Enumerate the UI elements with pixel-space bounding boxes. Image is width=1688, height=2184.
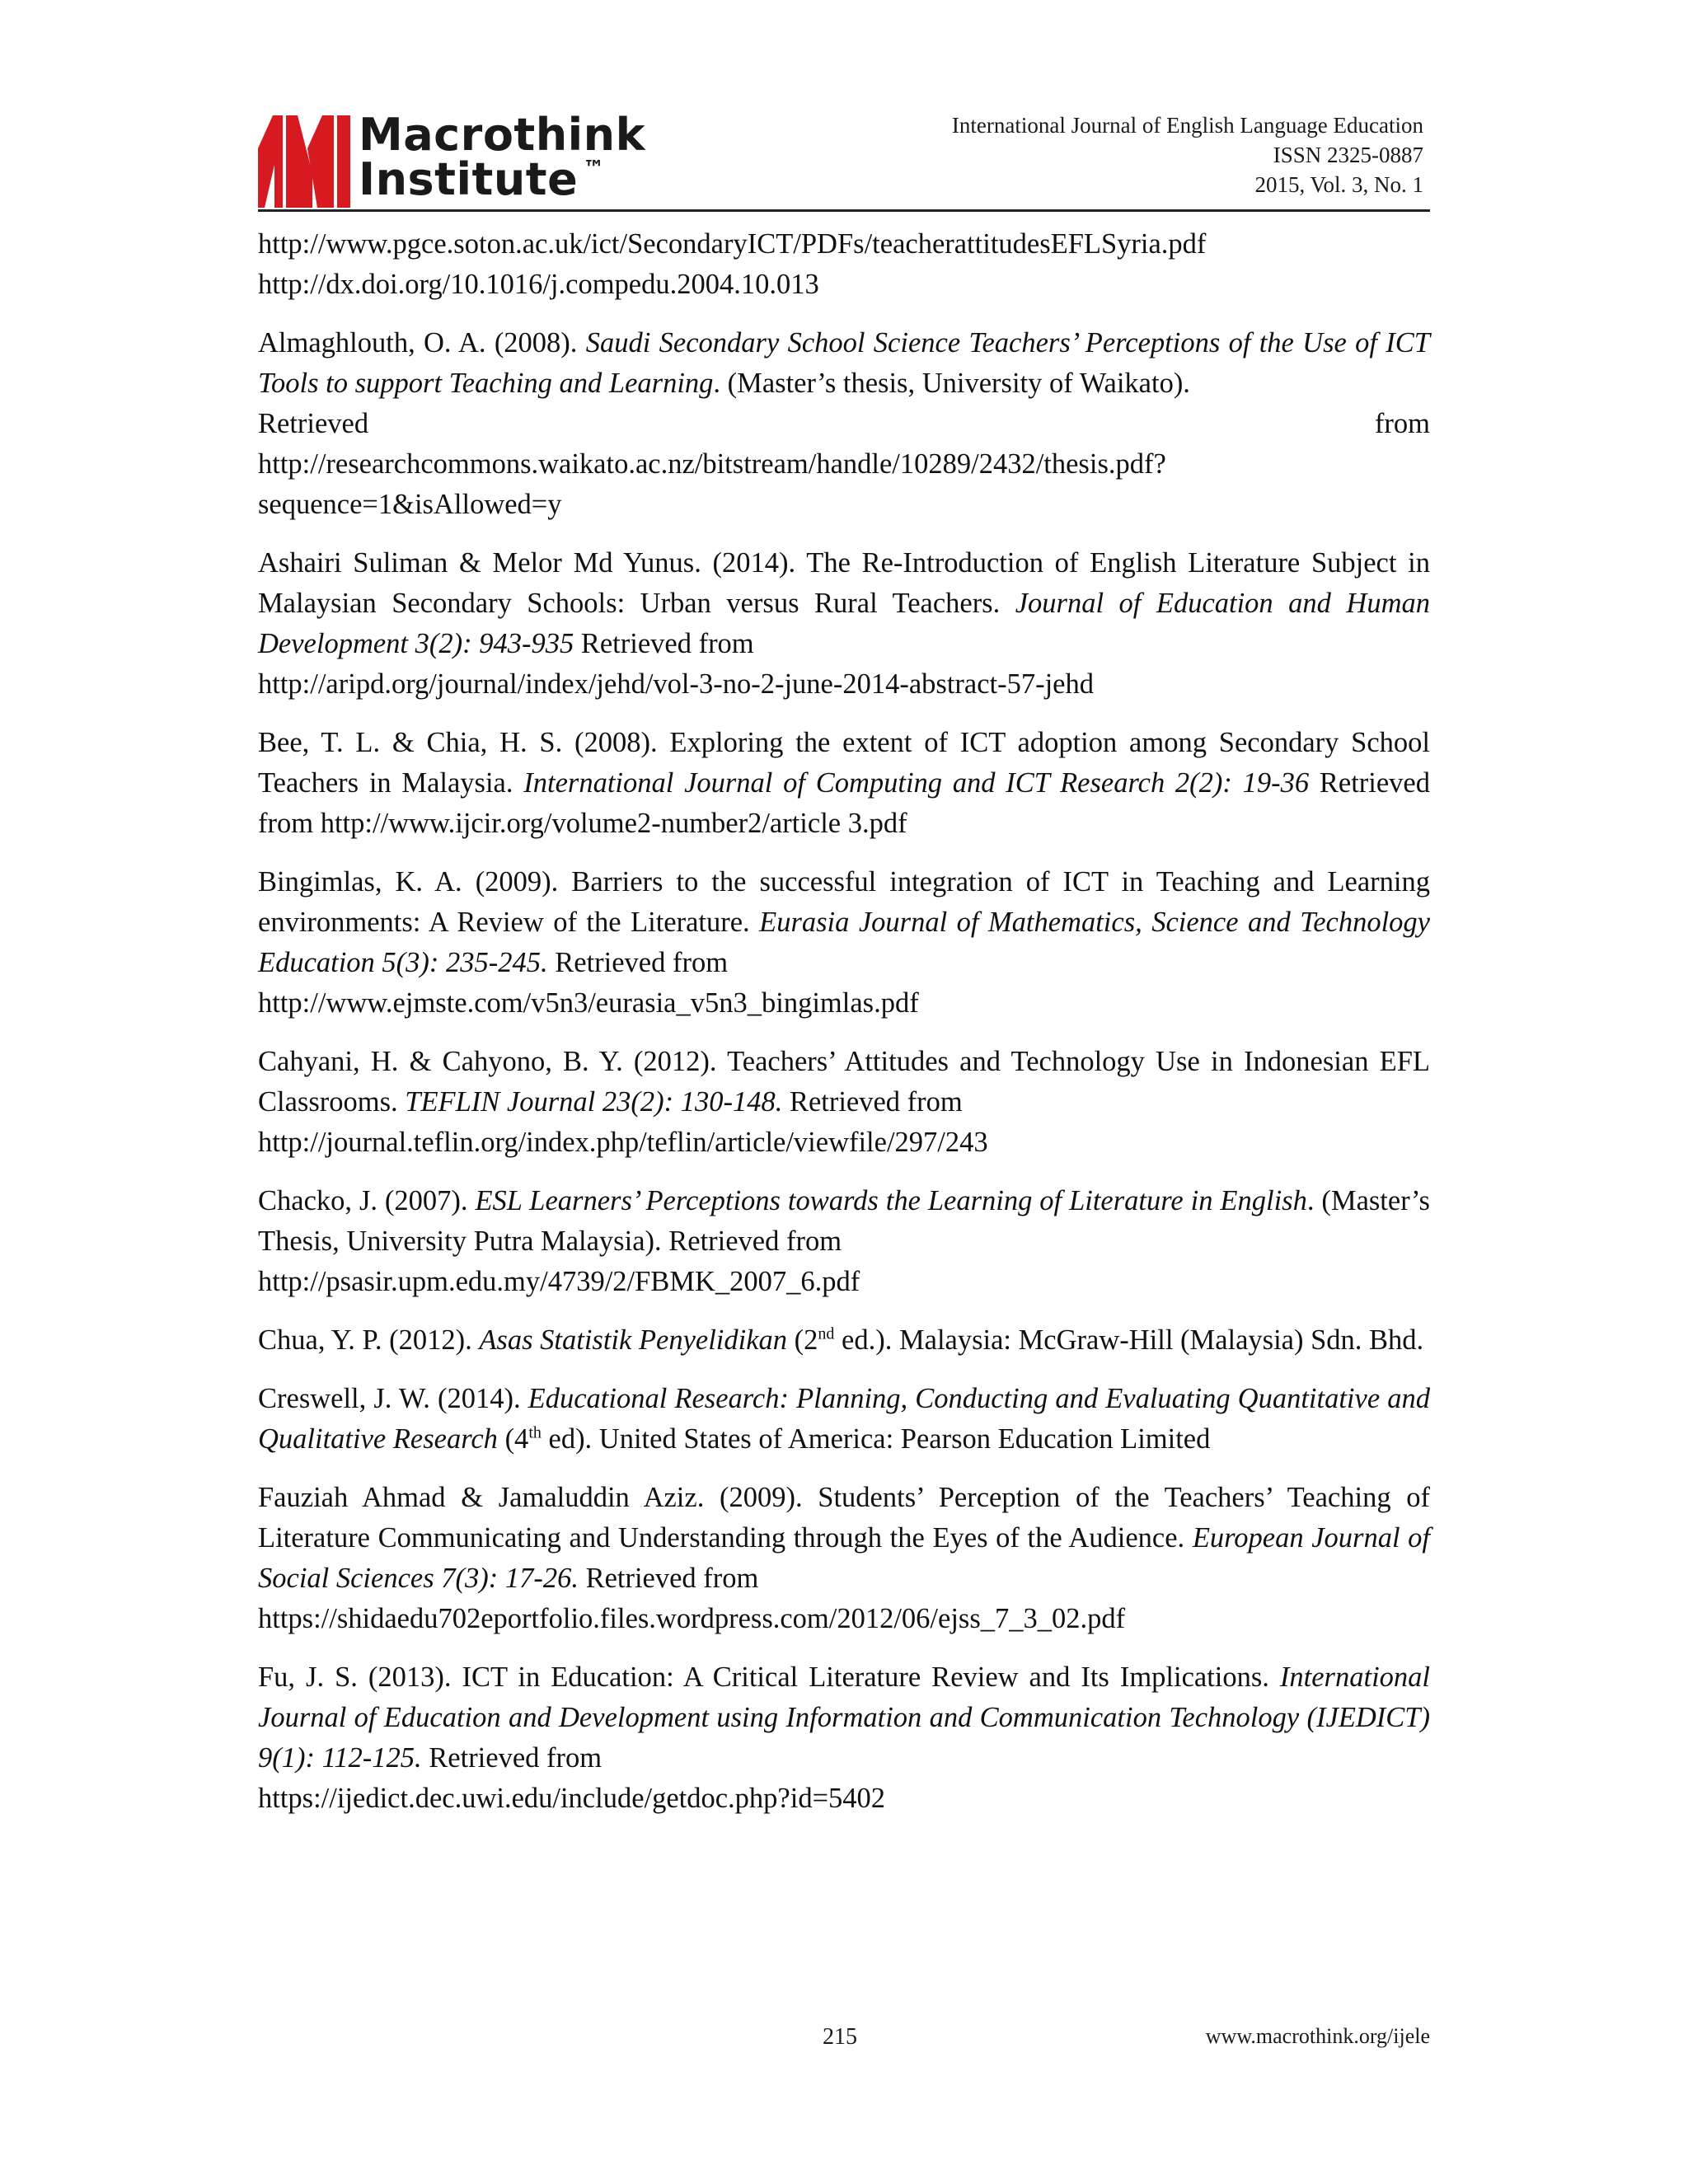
reference-edition: (2 [787, 1324, 818, 1356]
reference-journal: TEFLIN Journal 23(2): 130-148. [405, 1086, 783, 1118]
reference-url: https://ijedict.dec.uwi.edu/include/getdoc.php?id=5402 [258, 1783, 886, 1814]
reference-list [258, 224, 1430, 1837]
journal-volume: 2015, Vol. 3, No. 1 [1254, 172, 1423, 197]
reference-author: Bingimlas, K. A. (2009). Barriers to the successful integration of ICT in Teaching and Learning environments: A Review of the Literature. [258, 866, 1430, 938]
reference-author: Chua, Y. P. (2012). [258, 1324, 480, 1356]
reference-url: http://www.ejmste.com/v5n3/eurasia_v5n3_bingimlas.pdf [258, 987, 919, 1019]
reference-chacko [258, 1181, 1430, 1302]
reference-edition-suffix: th [528, 1423, 542, 1442]
reference-journal: European Journal of Social Sciences 7(3): 17-26. [258, 1522, 1430, 1594]
reference-bingimlas [258, 862, 1430, 1024]
reference-journal: International Journal of Computing and ICT Research 2(2): 19-36 [523, 767, 1310, 799]
logo-text-institute-word: Institute [359, 153, 579, 205]
journal-info [952, 110, 1423, 199]
reference-details: . (Master’s Thesis, University Putra Malaysia). Retrieved from [258, 1185, 1430, 1257]
reference-cahyani [258, 1042, 1430, 1163]
logo-text-macrothink: Macrothink [359, 109, 646, 161]
reference-url: https://shidaedu702eportfolio.files.wordpress.com/2012/06/ejss_7_3_02.pdf [258, 1603, 1126, 1634]
reference-from: from [1374, 408, 1430, 439]
reference-details: . (Master’s thesis, University of Waikato). [713, 368, 1190, 399]
reference-edition: (4 [497, 1423, 529, 1455]
reference-title: Educational Research: Planning, Conducting and Evaluating Quantitative and Qualitative Research [258, 1383, 1430, 1455]
journal-issn: ISSN 2325-0887 [1273, 143, 1423, 167]
reference-url: http://researchcommons.waikato.ac.nz/bitstream/handle/10289/2432/thesis.pdf?sequence=1&isAllowed=y [258, 448, 1166, 520]
reference-almaghlouth [258, 323, 1430, 525]
reference-title: Saudi Secondary School Science Teachers’ Perceptions of the Use of ICT Tools to support Teaching and Learning [258, 327, 1430, 399]
reference-fu [258, 1657, 1430, 1819]
reference-author: Fu, J. S. (2013). ICT in Education: A Critical Literature Review and Its Implications. [258, 1661, 1280, 1693]
reference-retrieved: Retrieved from [547, 947, 729, 978]
header-divider [258, 209, 1430, 212]
reference-continuation [258, 224, 1430, 305]
reference-author: Ashairi Suliman & Melor Md Yunus. (2014). The Re-Introduction of English Literature Subject in Malaysian Secondary Schools: Urban versus Rural Teachers. [258, 547, 1430, 619]
reference-title: ESL Learners’ Perceptions towards the Learning of Literature in English [475, 1185, 1307, 1216]
reference-ashairi [258, 543, 1430, 705]
reference-url: http://journal.teflin.org/index.php/teflin/article/viewfile/297/243 [258, 1127, 988, 1158]
reference-retrieved: Retrieved from [421, 1742, 603, 1774]
macrothink-logo-mark-icon [258, 115, 350, 208]
reference-url: http://aripd.org/journal/index/jehd/vol-3-no-2-june-2014-abstract-57-jehd [258, 668, 1094, 700]
reference-journal: International Journal of Education and Development using Information and Communication Technology (IJEDICT) 9(1): 112-125. [258, 1661, 1430, 1774]
reference-edition-suffix: nd [818, 1324, 835, 1343]
reference-journal: Eurasia Journal of Mathematics, Science and Technology Education 5(3): 235-245. [258, 907, 1430, 978]
reference-journal: Journal of Education and Human Development 3(2): 943-935 [258, 588, 1431, 659]
logo-text-institute [359, 153, 605, 205]
reference-fauziah [258, 1478, 1430, 1639]
reference-creswell [258, 1379, 1430, 1460]
macrothink-logo [258, 109, 687, 208]
trademark-symbol: ™ [583, 157, 605, 181]
page-number: 215 [823, 2024, 857, 2050]
reference-retrieved-line [258, 404, 1430, 444]
reference-publisher: ed). United States of America: Pearson Education Limited [541, 1423, 1211, 1455]
reference-doi: http://dx.doi.org/10.1016/j.compedu.2004.10.013 [258, 269, 819, 300]
reference-bee [258, 723, 1430, 844]
reference-title: Asas Statistik Penyelidikan [479, 1324, 788, 1356]
reference-author: Bee, T. L. & Chia, H. S. (2008). Exploring the extent of ICT adoption among Secondary School Teachers in Malaysia. [258, 727, 1430, 799]
reference-author: Cahyani, H. & Cahyono, B. Y. (2012). Teachers’ Attitudes and Technology Use in Indonesian EFL Classrooms. [258, 1046, 1430, 1118]
reference-url: http://www.pgce.soton.ac.uk/ict/SecondaryICT/PDFs/teacherattitudesEFLSyria.pdf [258, 228, 1207, 260]
reference-retrieved: Retrieved [258, 408, 369, 439]
reference-author: Fauziah Ahmad & Jamaluddin Aziz. (2009). Students’ Perception of the Teachers’ Teaching of Literature Communicating and Understanding through the Eyes of the Audience. [258, 1482, 1430, 1554]
reference-retrieved: Retrieved from [574, 628, 754, 659]
reference-retrieved: Retrieved from http://www.ijcir.org/volume2-number2/article 3.pdf [258, 767, 1430, 839]
reference-publisher: ed.). Malaysia: McGraw-Hill (Malaysia) Sdn. Bhd. [834, 1324, 1424, 1356]
reference-author: Almaghlouth, O. A. (2008). [258, 327, 586, 359]
journal-name: International Journal of English Language Education [951, 113, 1423, 138]
reference-url: http://psasir.upm.edu.my/4739/2/FBMK_2007_6.pdf [258, 1266, 860, 1297]
reference-retrieved: Retrieved from [578, 1563, 759, 1594]
footer-website-link[interactable]: www.macrothink.org/ijele [1205, 2024, 1430, 2048]
page-header [258, 105, 1430, 209]
reference-author: Creswell, J. W. (2014). [258, 1383, 528, 1414]
reference-author: Chacko, J. (2007). [258, 1185, 476, 1216]
reference-chua [258, 1320, 1430, 1361]
reference-retrieved: Retrieved from [782, 1086, 963, 1118]
